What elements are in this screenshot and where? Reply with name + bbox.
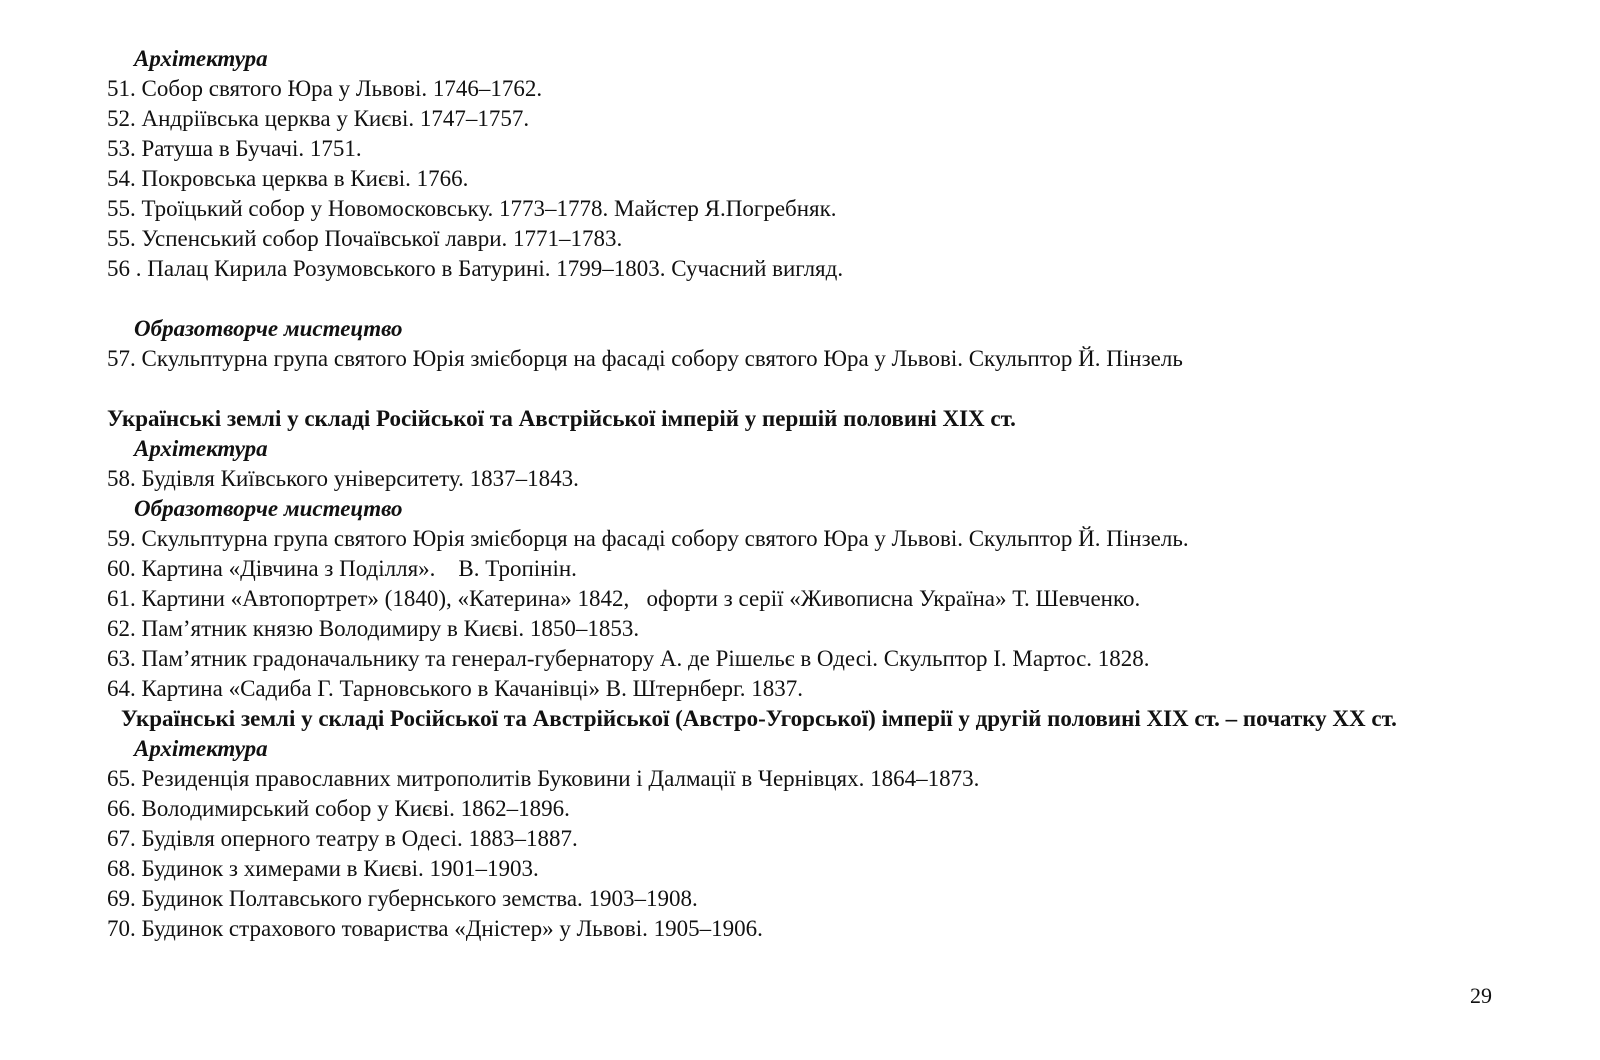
list-item-64: 64. Картина «Садиба Г. Тарновського в Качанівці» В. Штернберг. 1837. xyxy=(107,676,804,701)
subsection-title-fine-arts: Образотворче мистецтво xyxy=(134,316,403,341)
subsection-title-fine-arts: Образотворче мистецтво xyxy=(134,496,403,521)
list-item-69: 69. Будинок Полтавського губернського земства. 1903–1908. xyxy=(107,886,698,911)
list-item-65: 65. Резиденція православних митрополитів Буковини і Далмації в Чернівцях. 1864–1873. xyxy=(107,766,980,791)
document-content xyxy=(107,44,1497,944)
list-item-66: 66. Володимирський собор у Києві. 1862–1896. xyxy=(107,796,570,821)
list-item-52: 52. Андріївська церква у Києві. 1747–1757. xyxy=(107,106,530,131)
subsection-title-architecture: Архітектура xyxy=(134,436,268,461)
list-item-68: 68. Будинок з химерами в Києві. 1901–1903. xyxy=(107,856,539,881)
list-item-54: 54. Покровська церква в Києві. 1766. xyxy=(107,166,469,191)
section-heading-second-half-19th: Українські землі у складі Російської та Австрійської (Австро-Угорської) імперії у другій половині XIX ст. – початку XX ст. xyxy=(121,706,1397,731)
list-item-56: 56 . Палац Кирила Розумовського в Батурині. 1799–1803. Сучасний вигляд. xyxy=(107,256,844,281)
section-heading-first-half-19th: Українські землі у складі Російської та Австрійської імперій у першій половині XIX ст. xyxy=(107,406,1016,431)
spacer xyxy=(107,374,1497,404)
list-item-60: 60. Картина «Дівчина з Поділля». В. Тропінін. xyxy=(107,556,577,581)
list-item-67: 67. Будівля оперного театру в Одесі. 1883–1887. xyxy=(107,826,578,851)
list-item-53: 53. Ратуша в Бучачі. 1751. xyxy=(107,136,362,161)
list-item-61: 61. Картини «Автопортрет» (1840), «Катерина» 1842, офорти з серії «Живописна Україна» Т. Шевченко. xyxy=(107,586,1141,611)
list-item-55b: 55. Успенський собор Почаївської лаври. 1771–1783. xyxy=(107,226,623,251)
list-item-57: 57. Скульптурна група святого Юрія змієборця на фасаді собору святого Юра у Львові. Скульптор Й. Пінзель xyxy=(107,346,1183,371)
list-item-62: 62. Пам’ятник князю Володимиру в Києві. 1850–1853. xyxy=(107,616,640,641)
list-item-55a: 55. Троїцький собор у Новомосковську. 1773–1778. Майстер Я.Погребняк. xyxy=(107,196,837,221)
subsection-title-architecture: Архітектура xyxy=(134,46,268,71)
list-item-58: 58. Будівля Київського університету. 1837–1843. xyxy=(107,466,579,491)
list-item-51: 51. Собор святого Юра у Львові. 1746–1762. xyxy=(107,76,543,101)
list-item-59: 59. Скульптурна група святого Юрія змієборця на фасаді собору святого Юра у Львові. Скульптор Й. Пінзель. xyxy=(107,526,1189,551)
spacer xyxy=(107,284,1497,314)
list-item-63: 63. Пам’ятник градоначальнику та генерал-губернатору А. де Рішельє в Одесі. Скульптор І. Мартос. 1828. xyxy=(107,646,1150,671)
subsection-title-architecture: Архітектура xyxy=(134,736,268,761)
page-number: 29 xyxy=(1470,983,1492,1008)
list-item-70: 70. Будинок страхового товариства «Дністер» у Львові. 1905–1906. xyxy=(107,916,763,941)
